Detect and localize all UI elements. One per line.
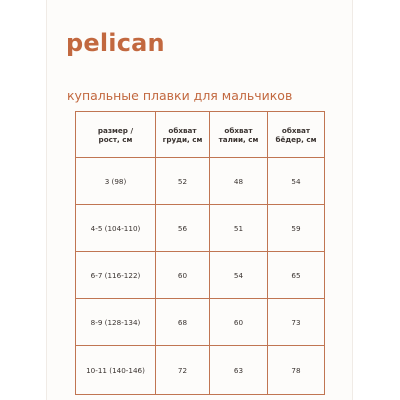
table-row	[76, 346, 324, 394]
size-table	[75, 111, 325, 395]
cell-waist: 60	[210, 299, 268, 346]
cell-chest: 68	[156, 299, 210, 346]
page-title: купальные плавки для мальчиков	[67, 88, 293, 103]
cell-size: 6-7 (116-122)	[76, 252, 156, 299]
table-row	[76, 252, 324, 299]
header-waist: обхват талии, см	[210, 112, 268, 158]
cell-size: 4-5 (104-110)	[76, 205, 156, 252]
brand-logo	[66, 28, 165, 58]
table-header-row	[76, 112, 324, 158]
cell-chest: 60	[156, 252, 210, 299]
cell-hips: 59	[268, 205, 324, 252]
cell-waist: 48	[210, 158, 268, 205]
cell-size: 8-9 (128-134)	[76, 299, 156, 346]
header-hips: обхват бёдер, см	[268, 112, 324, 158]
cell-waist: 63	[210, 346, 268, 394]
cell-chest: 56	[156, 205, 210, 252]
table-row	[76, 299, 324, 346]
cell-size: 3 (98)	[76, 158, 156, 205]
cell-waist: 54	[210, 252, 268, 299]
cell-hips: 65	[268, 252, 324, 299]
table-row	[76, 205, 324, 252]
cell-hips: 78	[291, 365, 301, 375]
table-row	[76, 158, 324, 205]
header-size-height: размер / рост, см	[76, 112, 156, 158]
cell-chest: 72	[156, 346, 210, 394]
cell-waist: 51	[210, 205, 268, 252]
cell-hips: 54	[268, 158, 324, 205]
cell-chest: 52	[156, 158, 210, 205]
header-chest: обхват груди, см	[156, 112, 210, 158]
cell-size: 10-11 (140-146)	[76, 346, 156, 394]
cell-hips: 73	[268, 299, 324, 346]
brand-logo-text: pelican	[66, 29, 165, 57]
